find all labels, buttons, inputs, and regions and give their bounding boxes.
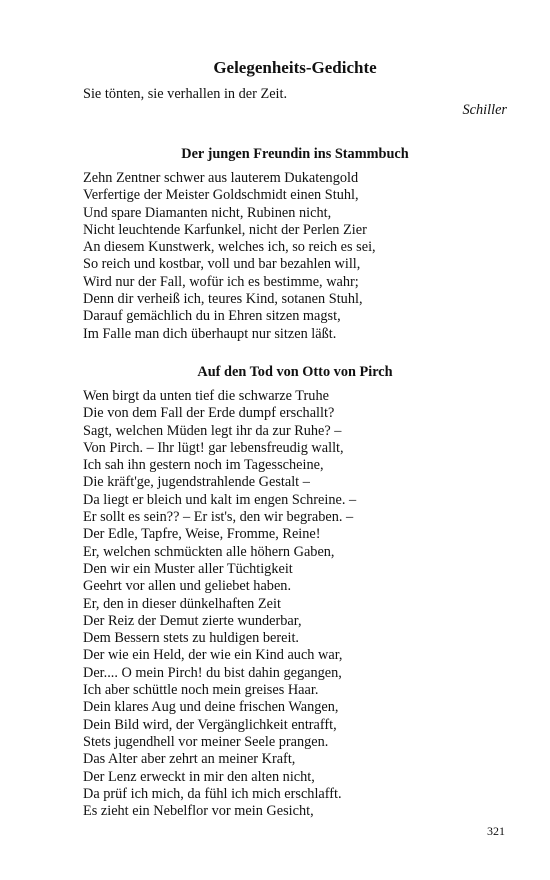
poem-line: Der wie ein Held, der wie ein Kind auch war, xyxy=(83,647,343,664)
poem-line: Da prüf ich mich, da fühl ich mich erschlafft. xyxy=(83,785,342,802)
page-number: 321 xyxy=(487,824,505,838)
poem-line: So reich und kostbar, voll und bar bezahlen will, xyxy=(83,256,361,273)
poem-line: Der Reiz der Demut zierte wunderbar, xyxy=(83,612,302,629)
poem-line: Darauf gemächlich du in Ehren sitzen magst, xyxy=(83,308,341,325)
motto-text: Sie tönten, sie verhallen in der Zeit. xyxy=(83,86,288,102)
poem-line: Dein Bild wird, der Vergänglichkeit entrafft, xyxy=(83,716,337,733)
poem-line: Wen birgt da unten tief die schwarze Truhe xyxy=(83,388,329,404)
poem-line: Es zieht ein Nebelflor vor mein Gesicht, xyxy=(83,803,314,820)
poem-body-pirch xyxy=(83,388,523,820)
motto-author: Schiller xyxy=(462,102,507,118)
poem-line: Der.... O mein Pirch! du bist dahin gegangen, xyxy=(83,664,342,681)
poem-line: Sagt, welchen Müden legt ihr da zur Ruhe? – xyxy=(83,422,342,439)
poem-line: Verfertige der Meister Goldschmidt einen Stuhl, xyxy=(83,187,359,204)
poem-line: Zehn Zentner schwer aus lauterem Dukatengold xyxy=(83,170,359,186)
poem-line: Die kräft'ge, jugendstrahlende Gestalt – xyxy=(83,474,310,491)
poem-line: Dein klares Aug und deine frischen Wangen, xyxy=(83,699,339,716)
poem-heading-pirch: Auf den Tod von Otto von Pirch xyxy=(197,364,393,380)
poem-line: Und spare Diamanten nicht, Rubinen nicht, xyxy=(83,204,332,221)
poem-line: Er, den in dieser dünkelhaften Zeit xyxy=(83,595,281,612)
poem-line: Das Alter aber zehrt an meiner Kraft, xyxy=(83,751,296,768)
page-title: Gelegenheits-Gedichte xyxy=(213,58,377,77)
poem-line: Den wir ein Muster aller Tüchtigkeit xyxy=(83,560,293,577)
poem-line: Geehrt vor allen und geliebet haben. xyxy=(83,578,292,595)
poem-line: Der Lenz erweckt in mir den alten nicht, xyxy=(83,768,315,785)
poem-line: Ich sah ihn gestern noch im Tagesscheine, xyxy=(83,457,324,474)
poem-line: Von Pirch. – Ihr lügt! gar lebensfreudig wallt, xyxy=(83,439,344,456)
poem-line: Wird nur der Fall, wofür ich es bestimme, wahr; xyxy=(83,273,359,290)
poem-line: Dem Bessern stets zu huldigen bereit. xyxy=(83,630,299,647)
poem-line: Die von dem Fall der Erde dumpf erschallt? xyxy=(83,405,335,422)
poem-line: Ich aber schüttle noch mein greises Haar. xyxy=(83,682,319,699)
poem-line: Er, welchen schmückten alle höhern Gaben, xyxy=(83,543,335,560)
poem-body-stammbuch xyxy=(83,170,523,343)
poem-line: Nicht leuchtende Karfunkel, nicht der Perlen Zier xyxy=(83,221,367,238)
poem-line: An diesem Kunstwerk, welches ich, so reich es sei, xyxy=(83,239,376,256)
poem-line: Denn dir verheiß ich, teures Kind, sotanen Stuhl, xyxy=(83,291,363,308)
poem-line: Da liegt er bleich und kalt im engen Schreine. – xyxy=(83,491,357,508)
poem-line: Stets jugendhell vor meiner Seele prangen. xyxy=(83,733,329,750)
poem-line: Der Edle, Tapfre, Weise, Fromme, Reine! xyxy=(83,526,321,543)
poem-line: Er sollt es sein?? – Er ist's, den wir begraben. – xyxy=(83,509,354,526)
poem-line: Im Falle man dich überhaupt nur sitzen läßt. xyxy=(83,325,337,342)
poem-heading-stammbuch: Der jungen Freundin ins Stammbuch xyxy=(181,146,409,162)
